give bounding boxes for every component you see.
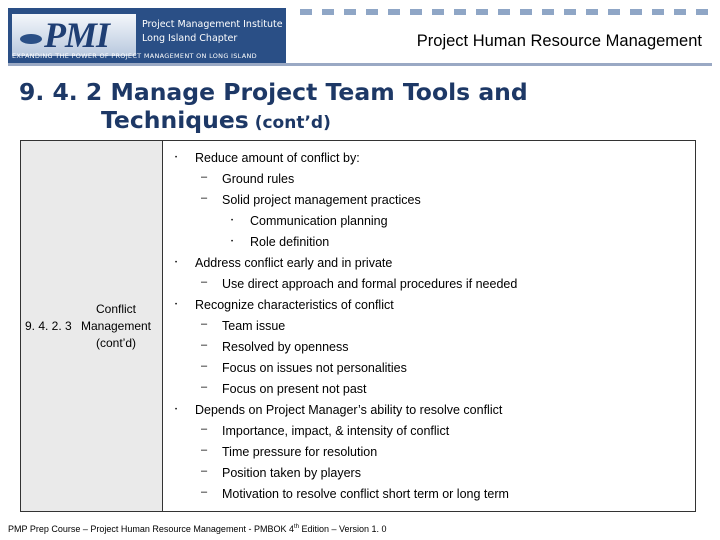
dot-bullet-icon: • [231,239,234,245]
bullet-text: Ground rules [222,172,295,186]
section-number: 9. 4. 2. 3 [25,319,72,333]
dot-bullet-icon: • [175,302,178,308]
slide-title-line2 [19,106,528,137]
bullet-list [173,148,693,505]
decorative-dashes [300,9,712,15]
bullet-text: Focus on present not past [222,382,367,396]
dash-bullet-icon: – [201,486,208,498]
content-table [20,140,696,512]
bullet-text: Importance, impact, & intensity of conflict [222,424,450,438]
dash-bullet-icon: – [201,339,208,351]
bullet-level2 [173,274,693,295]
bullet-text: Focus on issues not personalities [222,361,407,375]
dash-bullet-icon: – [201,360,208,372]
bullet-text: Motivation to resolve conflict short term or long term [222,487,509,501]
slide-title-main: Techniques [101,106,249,134]
dash-bullet-icon: – [201,381,208,393]
bullet-level2 [173,190,693,211]
bullet-level2 [173,484,693,505]
footer-version: Edition – Version 1. 0 [298,524,387,534]
footer-superscript: th [293,524,299,530]
bullet-level2 [173,421,693,442]
bullet-level2 [173,316,693,337]
dot-bullet-icon: • [175,407,178,413]
dash-bullet-icon: – [201,192,208,204]
bullet-level1 [173,148,693,169]
bullet-text: Team issue [222,319,286,333]
bullet-level2 [173,169,693,190]
bullet-level2 [173,379,693,400]
dash-bullet-icon: – [201,171,208,183]
dash-bullet-icon: – [201,465,208,477]
bullet-text: Time pressure for resolution [222,445,378,459]
bullet-text: Use direct approach and formal procedures if needed [222,277,518,291]
bullet-level1 [173,400,693,421]
bullet-text: Communication planning [250,214,388,228]
bullet-level2 [173,358,693,379]
bullet-text: Role definition [250,235,330,249]
bullet-level2 [173,463,693,484]
long-island-icon [20,34,42,44]
bullet-level2 [173,442,693,463]
slide-title-cont: (cont’d) [248,113,331,133]
bullet-text: Solid project management practices [222,193,421,207]
bullet-level2 [173,337,693,358]
slide-title-line1: 9. 4. 2 Manage Project Team Tools and [19,78,528,106]
logo-tagline: EXPANDING THE POWER OF PROJECT MANAGEMENT ON LONG ISLAND [12,52,257,60]
bullet-level3 [173,211,693,232]
bullet-text: Reduce amount of conflict by: [195,151,360,165]
bullet-text: Position taken by players [222,466,361,480]
pmi-logo-mark [12,14,136,56]
header-divider [8,63,712,66]
slide-header [0,0,720,68]
org-name: Project Management Institute [142,19,283,30]
dash-bullet-icon: – [201,444,208,456]
pmi-logo [8,8,286,64]
bullet-text: Depends on Project Manager’s ability to resolve conflict [195,403,503,417]
dot-bullet-icon: • [175,155,178,161]
section-name: Conflict Management (cont’d) [80,302,152,350]
bullet-level3 [173,232,693,253]
chapter-name: Long Island Chapter [142,33,238,44]
logo-letters: PMI [44,15,110,55]
footer-text: PMP Prep Course – Project Human Resource Management - PMBOK 4 [8,524,294,534]
section-cell [21,141,163,511]
dot-bullet-icon: • [231,218,234,224]
dash-bullet-icon: – [201,276,208,288]
header-title: Project Human Resource Management [416,32,702,50]
bullet-text: Resolved by openness [222,340,349,354]
bullet-text: Recognize characteristics of conflict [195,298,394,312]
bullet-level1 [173,253,693,274]
slide-title [19,78,528,137]
bullet-text: Address conflict early and in private [195,256,393,270]
slide-footer [8,524,387,534]
dot-bullet-icon: • [175,260,178,266]
bullet-level1 [173,295,693,316]
dash-bullet-icon: – [201,318,208,330]
dash-bullet-icon: – [201,423,208,435]
